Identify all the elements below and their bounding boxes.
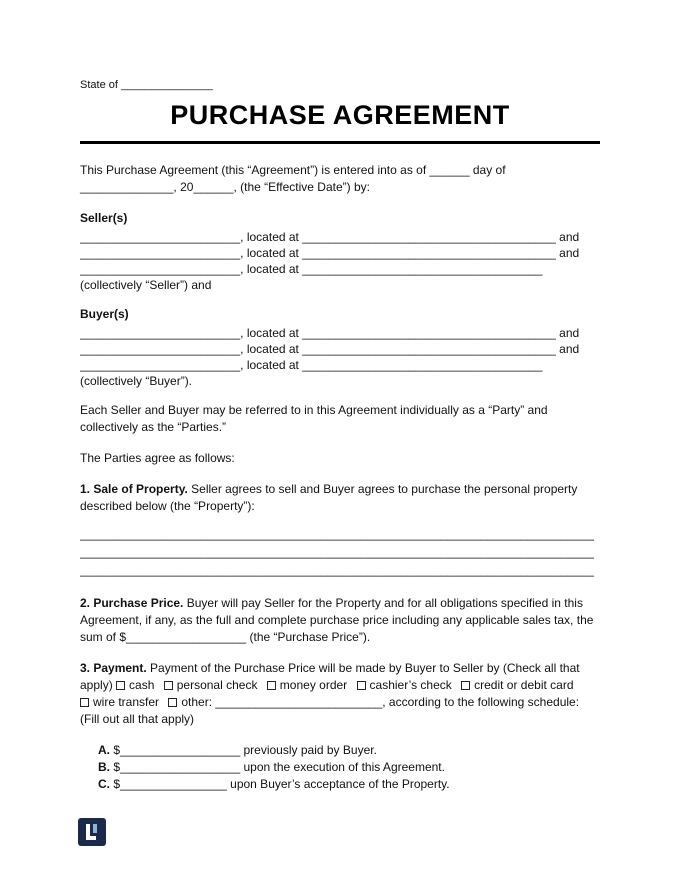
- other-blank: _________________________: [215, 695, 383, 709]
- section-2-text: Buyer will pay Seller for the Property and for all obligations specified in this Agreement, if any, as the full and complete purchase price including any applicable sales tax, the sum of $__________________ (the “Purchase Price”).: [80, 596, 594, 644]
- seller-collective-line: (collectively “Seller”) and: [80, 278, 212, 292]
- payment-option-cashiers-check: cashier’s check: [357, 678, 452, 692]
- blank-line-1: _____________________________________________________________________________: [80, 527, 594, 541]
- payment-schedule: [98, 742, 600, 793]
- state-of-line: State of _______________: [80, 79, 213, 91]
- schedule-text: previously paid by Buyer.: [243, 743, 377, 757]
- payment-option-wire-transfer: wire transfer: [80, 695, 159, 709]
- checkbox-icon[interactable]: [116, 681, 125, 690]
- section-3-lead: 3. Payment.: [80, 661, 147, 675]
- seller-line-1: ________________________, located at ______________________________________ and: [80, 230, 580, 244]
- checkbox-icon[interactable]: [80, 698, 89, 707]
- buyer-line-1: ________________________, located at ______________________________________ and: [80, 326, 580, 340]
- seller-line-2: ________________________, located at ______________________________________ and: [80, 246, 580, 260]
- property-description-blanks: [80, 525, 600, 579]
- section-2-lead: 2. Purchase Price.: [80, 596, 184, 610]
- section-3-after-text: , according to the following schedule: (Fill out all that apply): [80, 695, 580, 726]
- schedule-item-c: [98, 776, 600, 793]
- schedule-item-a: [98, 742, 600, 759]
- schedule-label: A.: [98, 743, 110, 757]
- seller-heading: Seller(s): [80, 211, 128, 225]
- checkbox-icon[interactable]: [267, 681, 276, 690]
- payment-option-cash: cash: [116, 678, 154, 692]
- seller-section: [80, 210, 600, 293]
- blank-line-3: _____________________________________________________________________________: [80, 563, 594, 577]
- buyer-heading: Buyer(s): [80, 307, 129, 321]
- buyer-section: [80, 306, 600, 389]
- blank-line-2: _____________________________________________________________________________: [80, 545, 594, 559]
- payment-option-money-order: money order: [267, 678, 347, 692]
- schedule-text: upon Buyer’s acceptance of the Property.: [230, 777, 450, 791]
- buyer-line-2: ________________________, located at ______________________________________ and: [80, 342, 580, 356]
- schedule-amount-blank: $__________________: [113, 743, 241, 757]
- section-1-lead: 1. Sale of Property.: [80, 482, 188, 496]
- intro-paragraph: This Purchase Agreement (this “Agreement”) is entered into as of ______ day of ______________, 20______, (the “Effective Date”) by:: [80, 163, 506, 194]
- payment-option-credit-or-debit-card: credit or debit card: [461, 678, 573, 692]
- schedule-amount-blank: $________________: [113, 777, 227, 791]
- logo-accent-bar: [93, 824, 97, 833]
- checkbox-icon[interactable]: [357, 681, 366, 690]
- section-sale-of-property: [80, 481, 600, 515]
- legal-templates-logo: [78, 818, 106, 846]
- schedule-item-b: [98, 759, 600, 776]
- document-title: PURCHASE AGREEMENT: [170, 100, 510, 130]
- agree-line: The Parties agree as follows:: [80, 451, 235, 465]
- seller-line-3: ________________________, located at ____________________________________: [80, 262, 543, 276]
- schedule-amount-blank: $__________________: [113, 760, 241, 774]
- checkbox-icon[interactable]: [168, 698, 177, 707]
- section-payment: [80, 660, 600, 728]
- payment-option-other: other:: [168, 695, 212, 709]
- section-3-text: Payment of the Purchase Price will be made by Buyer to Seller by (Check all that apply): [80, 661, 580, 692]
- logo-l-horizontal: [86, 836, 96, 840]
- schedule-label: B.: [98, 760, 110, 774]
- checkbox-icon[interactable]: [461, 681, 470, 690]
- title-divider: [80, 141, 600, 144]
- section-purchase-price: [80, 595, 600, 646]
- buyer-collective-line: (collectively “Buyer”).: [80, 374, 193, 388]
- schedule-label: C.: [98, 777, 110, 791]
- schedule-text: upon the execution of this Agreement.: [243, 760, 445, 774]
- buyer-line-3: ________________________, located at ____________________________________: [80, 358, 543, 372]
- parties-paragraph: Each Seller and Buyer may be referred to in this Agreement individually as a “Party” and collectively as the “Parties.”: [80, 403, 548, 434]
- section-1-text: Seller agrees to sell and Buyer agrees to purchase the personal property described below (the “Property”):: [80, 482, 578, 513]
- payment-option-personal-check: personal check: [164, 678, 258, 692]
- checkbox-icon[interactable]: [164, 681, 173, 690]
